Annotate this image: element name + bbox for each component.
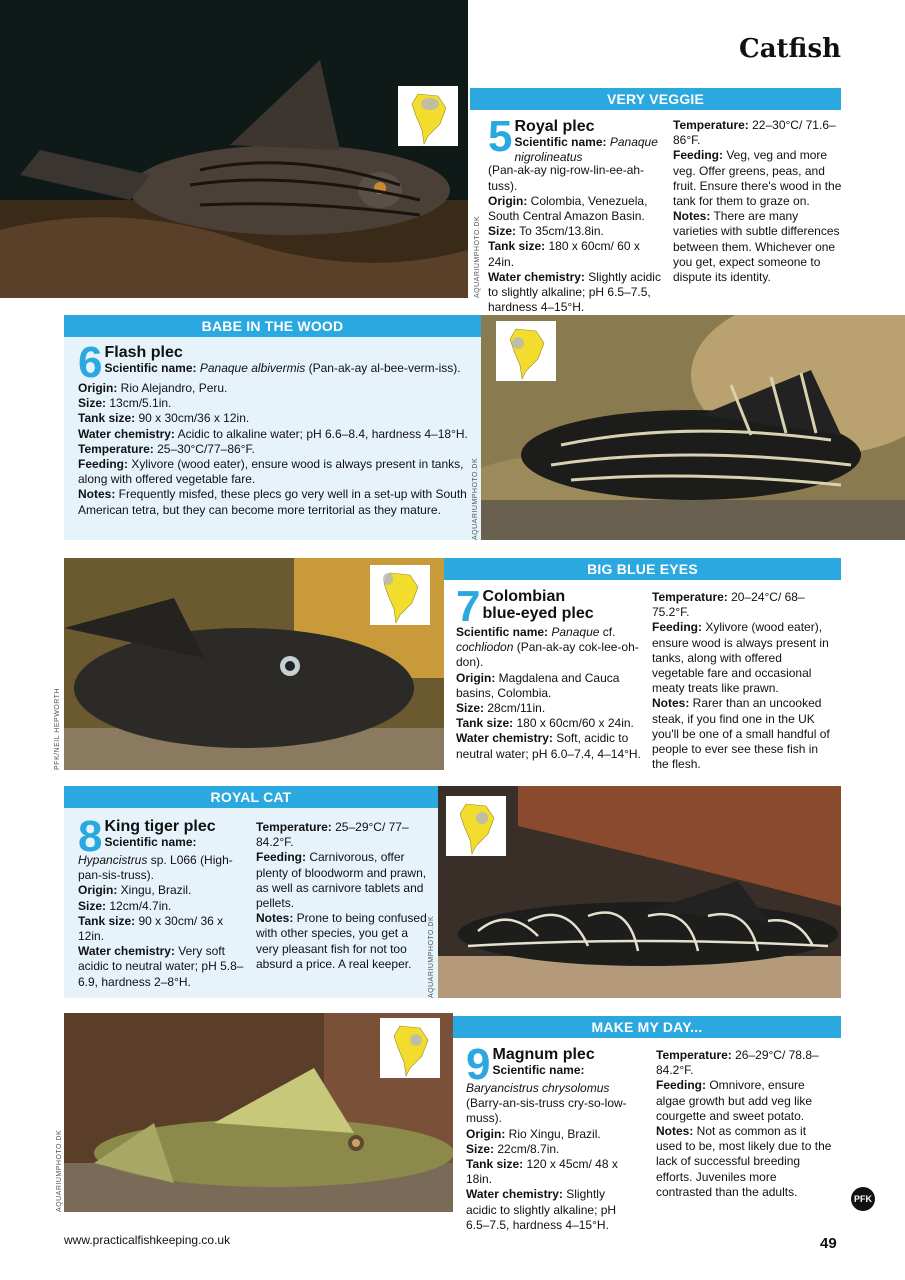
south-america-map xyxy=(398,86,458,146)
notes-value: Rarer than an uncooked steak, if you find one in the UK you'll be one of a small handful of people to ever see these fish in the flesh. xyxy=(652,696,830,772)
pronunciation: (Pan-ak-ay cok-lee-oh-don). xyxy=(456,640,639,670)
fish-8-col-1 xyxy=(78,812,250,990)
sci-name: Baryancistrus chrysolomus xyxy=(466,1081,610,1095)
sci-label: Scientific name: xyxy=(492,1063,585,1077)
band-make-my-day: MAKE MY DAY... xyxy=(453,1016,841,1038)
south-america-map xyxy=(496,321,556,381)
notes-value: Not as common as it used to be, most likely due to the lack of successful breeding efforts. Juveniles more contrasted than the adults. xyxy=(656,1124,832,1199)
fish-number: 5 xyxy=(488,112,513,161)
fish-name: Royal plec xyxy=(514,118,595,135)
fish-6-text xyxy=(78,338,474,518)
south-america-map xyxy=(370,565,430,625)
sci-species: cochliodon xyxy=(456,640,514,655)
sci-label: Scientific name: xyxy=(104,835,197,849)
fish-number: 6 xyxy=(78,338,103,387)
south-america-map xyxy=(446,796,506,856)
photo-credit: AQUARIUMPHOTO.DK xyxy=(474,215,481,298)
sci-name: Hypancistrus xyxy=(78,853,148,867)
band-royal-cat: ROYAL CAT xyxy=(64,786,438,808)
photo-credit: AQUARIUMPHOTO.DK xyxy=(428,915,435,998)
sci-name: Panaque albivermis xyxy=(199,361,306,375)
temp-label: Temperature: xyxy=(673,118,749,132)
feeding-value: Omnivore, ensure algae growth but add veg like courgette and sweet potato. xyxy=(656,1078,813,1123)
pronunciation: (Pan-ak-ay nig-row-lin-ee-ah-tuss). xyxy=(488,163,645,193)
water-label: Water chemistry: xyxy=(456,731,553,746)
size-label: Size: xyxy=(78,898,107,913)
size-label: Size: xyxy=(488,224,517,239)
sci-genus: Panaque xyxy=(551,625,600,639)
fish-name-line-2: blue-eyed plec xyxy=(482,605,594,622)
tank-label: Tank size: xyxy=(78,913,136,928)
footer-url[interactable]: www.practicalfishkeeping.co.uk xyxy=(64,1233,231,1247)
pronunciation: sp. L066 (High-pan-sis-truss). xyxy=(78,853,233,883)
tank-label: Tank size: xyxy=(488,239,546,254)
tank-value: 180 x 60cm/ 60 x 24in. xyxy=(488,239,640,269)
band-babe-in-the-wood: BABE IN THE WOOD xyxy=(64,315,481,337)
notes-label: Notes: xyxy=(78,487,116,502)
pronunciation: (Pan-ak-ay al-bee-verm-iss). xyxy=(305,361,461,375)
photo-credit: AQUARIUMPHOTO.DK xyxy=(56,1129,63,1212)
fish-number: 8 xyxy=(78,812,103,861)
water-value: Very soft acidic to neutral water; pH 5.8–6.9, hardness 2–8°H. xyxy=(78,944,244,989)
origin-label: Origin: xyxy=(78,883,118,898)
fish-7-col-1 xyxy=(456,582,642,762)
fish-number: 9 xyxy=(466,1040,491,1089)
water-label: Water chemistry: xyxy=(466,1187,563,1202)
notes-label: Notes: xyxy=(656,1124,694,1139)
origin-label: Origin: xyxy=(78,381,118,395)
origin-value: Colombia, Venezuela, South Central Amazon Basin. xyxy=(488,193,648,224)
water-value: Soft, acidic to neutral water; pH 6.0–7.4, 4–14°H. xyxy=(456,731,641,761)
tank-value: 90 x 30cm/ 36 x 12in. xyxy=(78,913,224,944)
size-value: 28cm/11in. xyxy=(484,701,546,716)
notes-label: Notes: xyxy=(652,696,690,711)
sci-label: Scientific name: xyxy=(104,361,197,375)
water-value: Slightly acidic to slightly alkaline; pH 6.5–7.5, hardness 4–15°H. xyxy=(488,269,661,315)
notes-value: There are many varieties with subtle differences between them. Whichever one you get, expect someone to dispute its identity. xyxy=(673,209,840,285)
feeding-value: Xylivore (wood eater), ensure wood is always present in tanks, along with offered vegetable fare and occasional meaty treats like prawn. xyxy=(652,620,829,696)
temp-value: 25–30°C/77–86°F. xyxy=(153,441,255,456)
temp-value: 20–24°C/ 68–75.2°F. xyxy=(652,590,805,620)
water-value: Acidic to alkaline water; pH 6.6–8.4, hardness 4–18°H. xyxy=(174,426,468,441)
origin-label: Origin: xyxy=(456,670,496,685)
sci-label: Scientific name: xyxy=(514,135,607,149)
sci-label: Scientific name: xyxy=(456,625,549,639)
origin-value: Xingu, Brazil. xyxy=(117,883,192,898)
feeding-label: Feeding: xyxy=(78,457,128,472)
fish-5-col-1 xyxy=(488,112,662,315)
water-label: Water chemistry: xyxy=(488,269,585,284)
photo-credit: AQUARIUMPHOTO.DK xyxy=(472,457,479,540)
sci-cf: cf. xyxy=(599,625,616,639)
notes-value: Prone to being confused with other species, you get a very pleasant fish for not too absurd a price. A real keeper. xyxy=(256,911,427,971)
feeding-value: Carnivorous, offer plenty of bloodworm and prawn, as well as carnivore tablets and pellets. xyxy=(256,850,427,911)
feeding-label: Feeding: xyxy=(656,1078,706,1093)
origin-label: Origin: xyxy=(466,1126,506,1141)
temp-label: Temperature: xyxy=(656,1048,732,1062)
tank-label: Tank size: xyxy=(78,411,136,426)
origin-label: Origin: xyxy=(488,193,528,208)
sci-name: Panaque nigrolineatus xyxy=(514,135,658,165)
water-label: Water chemistry: xyxy=(78,944,175,959)
fish-name-line-1: Colombian xyxy=(482,588,566,605)
pronunciation: (Barry-an-sis-truss cry-so-low-muss). xyxy=(466,1096,627,1126)
fish-5-col-2 xyxy=(673,118,843,285)
origin-value: Rio Alejandro, Peru. xyxy=(117,381,228,395)
temp-label: Temperature: xyxy=(652,590,728,604)
temp-value: 25–29°C/ 77–84.2°F. xyxy=(256,820,409,850)
fish-7-col-2 xyxy=(652,590,834,772)
origin-value: Rio Xingu, Brazil. xyxy=(505,1126,601,1141)
tank-value: 180 x 60cm/60 x 24in. xyxy=(513,716,634,731)
fish-number: 7 xyxy=(456,582,481,631)
size-value: To 35cm/13.8in. xyxy=(516,224,604,239)
size-label: Size: xyxy=(78,396,107,411)
origin-value: Magdalena and Cauca basins, Colombia. xyxy=(456,670,620,700)
size-value: 12cm/4.7in. xyxy=(106,898,172,913)
size-label: Size: xyxy=(466,1141,495,1156)
royal-plec-photo xyxy=(0,0,468,298)
band-big-blue-eyes: BIG BLUE EYES xyxy=(444,558,841,580)
fish-9-col-2 xyxy=(656,1048,834,1200)
tank-value: 120 x 45cm/ 48 x 18in. xyxy=(466,1157,618,1187)
fish-name: Flash plec xyxy=(104,344,183,361)
notes-label: Notes: xyxy=(673,209,711,224)
photo-credit: PFK/NEIL HEPWORTH xyxy=(54,687,61,770)
water-value: Slightly acidic to slightly alkaline; pH 6.5–7.5, hardness 4–15°H. xyxy=(466,1187,617,1232)
band-very-veggie: VERY VEGGIE xyxy=(470,88,841,110)
temp-label: Temperature: xyxy=(256,820,332,834)
fish-name: King tiger plec xyxy=(104,818,216,835)
feeding-label: Feeding: xyxy=(673,148,723,163)
feeding-value: Xylivore (wood eater), ensure wood is always present in tanks, along with offered vegetable fare. xyxy=(78,457,464,487)
feeding-label: Feeding: xyxy=(652,620,702,635)
temp-label: Temperature: xyxy=(78,441,154,456)
fish-9-col-1 xyxy=(466,1040,638,1233)
fish-8-col-2 xyxy=(256,820,432,972)
temp-value: 22–30°C/ 71.6–86°F. xyxy=(673,118,836,148)
water-label: Water chemistry: xyxy=(78,426,175,441)
notes-label: Notes: xyxy=(256,911,294,926)
size-label: Size: xyxy=(456,701,485,716)
size-value: 22cm/8.7in. xyxy=(494,1141,560,1156)
fish-name: Magnum plec xyxy=(492,1046,595,1063)
tank-label: Tank size: xyxy=(466,1157,524,1172)
feeding-value: Veg, veg and more veg. Offer greens, peas, and fruit. Ensure there's wood in the tank for them to graze on. xyxy=(673,148,842,209)
feeding-label: Feeding: xyxy=(256,850,306,865)
south-america-map xyxy=(380,1018,440,1078)
page-title: Catfish xyxy=(739,34,841,64)
pfk-badge: PFK xyxy=(851,1187,875,1211)
tank-label: Tank size: xyxy=(456,716,514,731)
size-value: 13cm/5.1in. xyxy=(106,396,172,411)
temp-value: 26–29°C/ 78.8–84.2°F. xyxy=(656,1048,819,1078)
notes-value: Frequently misfed, these plecs go very well in a set-up with South American tetra, but they can become more territorial as they mature. xyxy=(78,487,467,517)
page-number: 49 xyxy=(820,1235,837,1252)
tank-value: 90 x 30cm/36 x 12in. xyxy=(135,411,250,426)
